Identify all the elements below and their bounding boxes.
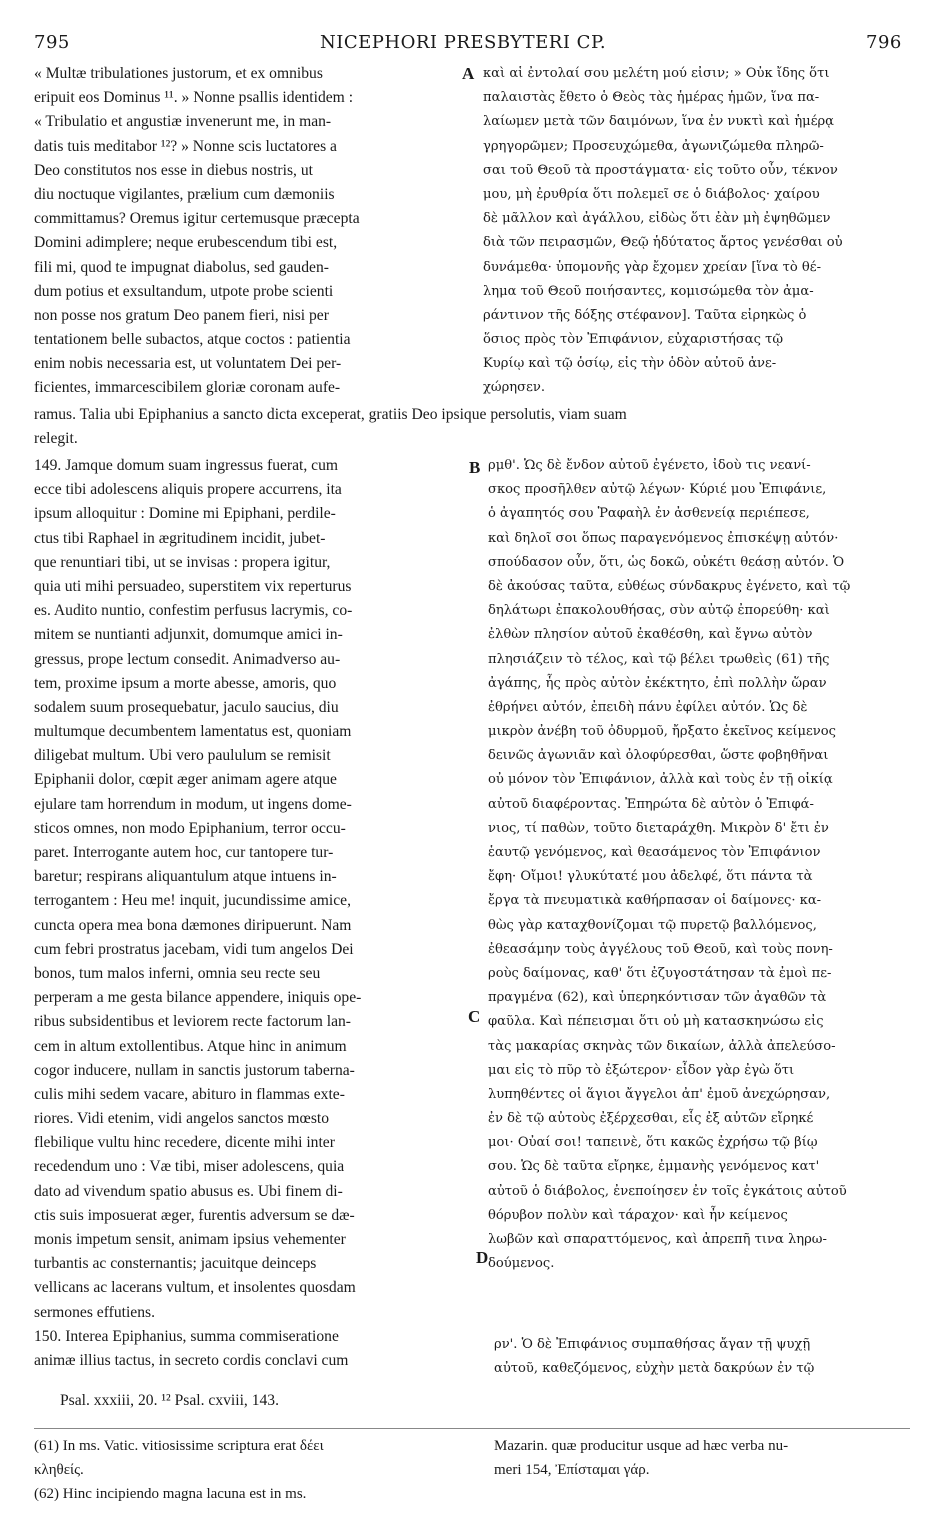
- text-line: riores. Vidi etenim, vidi angelos sanctos mœsto: [34, 1110, 330, 1128]
- text-line: ὅσιος πρὸς τὸν Ἐπιφάνιον, εὐχαριστήσας τῷ: [483, 332, 784, 348]
- text-line: multumque decumbentem lamentatus est, quoniam: [34, 723, 352, 741]
- text-line: ροὺς δαίμονας, καθ' ὅτι ἐζυγοστάτησαν τὰ ἐμοὶ πε-: [488, 965, 832, 981]
- text-line: αὐτοῦ ὁ διάβολος, ἐνεποίησεν ἐν τοῖς ἐγκάτοις αὐτοῦ: [488, 1183, 847, 1199]
- text-line: σου. Ὡς δὲ ταῦτα εἴρηκε, ἐμμανὴς γενόμενος κατ': [488, 1159, 820, 1175]
- text-line: πραγμένα (62), καὶ ὑπερηκόντισαν τῶν ἀγαθῶν τὰ: [488, 990, 827, 1006]
- text-line: νιος, τί παθὼν, τοῦτο διεταράχθη. Μικρὸν δ' ἔτι ἐν: [488, 820, 829, 836]
- text-line: Epiphanii dolor, cœpit æger animam agere atque: [34, 771, 337, 789]
- text-line: δὲ μᾶλλον καὶ ἀγάλλου, εἰδὼς ὅτι ἐὰν μὴ ἐψηθῶμεν: [483, 211, 831, 227]
- text-line: ἐθεασάμην τοὺς ἀγγέλους τοῦ Θεοῦ, καὶ τοὺς πονη-: [488, 941, 833, 957]
- text-line: ἔφη· Οἴμοι! γλυκύτατέ μου ἀδελφέ, ὅτι πάντα τὰ: [488, 869, 813, 885]
- text-line: θόρυβον πολὺν καὶ τάραχον· καὶ ἦν κείμενος: [488, 1207, 788, 1223]
- text-line: diligebat multum. Ubi vero paululum se remisit: [34, 747, 331, 765]
- footnote-line: κληθείς.: [34, 1462, 84, 1479]
- text-line: terrogantem : Heu me! inquit, jucundissime amice,: [34, 892, 351, 910]
- text-line: καὶ αἱ ἐντολαί σου μελέτη μού εἰσιν; » Οὐκ ἴδης ὅτι: [483, 66, 830, 81]
- margin-marker-a: A: [462, 64, 475, 83]
- text-line: committamus? Oremus igitur certemusque præcepta: [34, 210, 360, 228]
- latin-column-upper: [34, 62, 456, 401]
- text-line: tentationem belle subactos, atque coctos : patientia: [34, 331, 351, 349]
- footnote-line: meri 154, Ἐπίσταμαι γάρ.: [494, 1462, 650, 1479]
- text-line: ribus subsidentibus et leviorem recte factorum lan-: [34, 1013, 351, 1031]
- text-line: culis mihi sedem vacare, abituro in flammas exte-: [34, 1085, 345, 1103]
- footnote-line: (61) In ms. Vatic. vitiosissime scriptura erat δέει: [34, 1438, 324, 1454]
- text-line: σαι τοῦ Θεοῦ τὰ προστάγματα· εἰς τοῦτο οὖν, τέκνον: [483, 162, 838, 178]
- text-line: ἐθρήνει αὐτόν, ἐπειδὴ πάνυ ἐφίλει αὐτόν. Ὡς δὲ: [488, 699, 808, 715]
- text-line: μου, μὴ ἐρυθρία ὅτι πολεμεῖ σε ὁ διάβολος· χαίρου: [483, 186, 820, 202]
- text-line: οὐ μόνον τὸν Ἐπιφάνιον, ἀλλὰ καὶ τοὺς ἐν τῇ οἰκίᾳ: [488, 772, 833, 788]
- text-line: quia uti mihi persuadeo, superstitem vix reperturus: [34, 577, 352, 595]
- text-line: λημα τοῦ Θεοῦ ποιήσαντες, κομισώμεθα τὸν ἀμα-: [483, 283, 814, 299]
- text-line: ipsum alloquitur : Domine mi Epiphani, perdile-: [34, 505, 336, 523]
- margin-marker-c: C: [468, 1007, 481, 1026]
- footnotes-right: [494, 1434, 912, 1482]
- text-line: flebilique vultu hinc recedere, dicente mihi inter: [34, 1134, 335, 1152]
- text-line: dum potius et exsultandum, utpote probe scienti: [34, 282, 334, 300]
- text-line: enim nobis necessaria est, ut voluntatem Dei per-: [34, 355, 342, 373]
- text-line: sodalem suum prosequebatur, jaculo saucius, diu: [34, 698, 339, 716]
- text-line: διὰ τῶν πειρασμῶν, Θεῷ ἡδύτατος ἄρτος γενέσθαι οὐ: [483, 235, 843, 251]
- text-line: bonos, tum malos inferni, omnia seu recte seu: [34, 964, 321, 982]
- text-line: turbantis ac consternantis; jacuitque deinceps: [34, 1255, 317, 1273]
- text-line: ράντινον τῆς δόξης στέφανον]. Ταῦτα εἰρηκὼς ὁ: [483, 307, 807, 323]
- text-line: ἑαυτῷ γενόμενος, καὶ θεασάμενος τὸν Ἐπιφάνιον: [488, 845, 821, 860]
- latin-full-width: [34, 403, 914, 451]
- text-line: τὰς μακαρίας σκηνὰς τῶν δικαίων, ἀλλὰ ἀπελεύσο-: [488, 1038, 836, 1054]
- text-line: παλαιστὰς ἔθετο ὁ Θεὸς τὰς ἡμέρας ἡμῶν, ἵνα πα-: [483, 90, 820, 106]
- text-line: ctis suis imposuerat æger, furentis adversum se dæ-: [34, 1206, 355, 1224]
- greek-section-150: [494, 1333, 912, 1381]
- text-line: μοι· Οὐαί σοι! ταπεινὲ, ὅτι κακῶς ἐχρήσω τῷ βίῳ: [488, 1135, 818, 1151]
- text-line: baretur; respirans aliquantulum atque intuens in-: [34, 868, 337, 886]
- text-line: eripuit eos Dominus ¹¹. » Nonne psallis identidem :: [34, 89, 354, 107]
- text-line: mitem se nuntianti adjunxit, domumque amici in-: [34, 626, 343, 644]
- text-line: perperam a me gesta bilance appendere, iniquis ope-: [34, 989, 362, 1007]
- text-line: ἐν δὲ τῷ αὐτοὺς ἐξέρχεσθαι, εἷς ἐξ αὐτῶν εἴρηκέ: [488, 1111, 814, 1127]
- text-line: αὐτοῦ διαφέροντας. Ἐπηρώτα δὲ αὐτὸν ὁ Ἐπιφά-: [488, 796, 814, 812]
- text-line: vellicans ac lacerans vultum, et insolentes quosdam: [34, 1279, 356, 1297]
- text-line: animæ illius tactus, in secreto cordis conclavi cum: [34, 1351, 349, 1369]
- text-line: λυπηθέντες οἱ ἅγιοι ἄγγελοι ἀπ' ἐμοῦ ἀνεχώρησαν,: [488, 1086, 831, 1102]
- text-line: monis impetum sensit, animam ipsius vehementer: [34, 1231, 346, 1248]
- footnotes-left: [34, 1434, 474, 1507]
- text-line: sticos omnes, non modo Epiphanium, terror occu-: [34, 819, 346, 837]
- text-line: ρν'. Ὁ δὲ Ἐπιφάνιος συμπαθήσας ἄγαν τῇ ψυχῇ: [494, 1337, 811, 1352]
- text-line: αὐτοῦ, καθεζόμενος, εὐχὴν μετὰ δακρύων ἐν τῷ: [494, 1361, 815, 1377]
- text-line: cem in altum extollentibus. Atque hinc in animum: [34, 1037, 347, 1055]
- text-line: ecce tibi adolescens aliquis propere accurrens, ita: [34, 481, 342, 499]
- text-line: cuncta opera mea bona dæmones diripuerunt. Nam: [34, 916, 352, 934]
- text-line: cum febri prostratus jacebam, vidi tum angelos Dei: [34, 940, 354, 958]
- text-line: sermones effutiens.: [34, 1303, 155, 1321]
- text-line: φαῦλα. Καὶ πέπεισμαι ὅτι οὐ μὴ κατασκηνώσω εἰς: [488, 1014, 824, 1030]
- text-line: ἔργα τὰ πνευματικὰ καθήρπασαν οἱ δαίμονες· κα-: [488, 893, 822, 909]
- text-line: gressus, prope lectum consedit. Animadverso au-: [34, 650, 341, 668]
- text-line: diu noctuque vigilantes, prælium cum dæmoniis: [34, 185, 335, 203]
- text-line: λωβῶν καὶ σπαραττόμενος, καὶ ἀπρεπῆ τινα ληρω-: [488, 1232, 827, 1247]
- text-line: datis tuis meditabor ¹²? » Nonne scis luctatores a: [34, 137, 337, 155]
- text-line: σκος προσῆλθεν αὐτῷ λέγων· Κύριέ μου Ἐπιφάνιε,: [488, 482, 827, 498]
- text-line: καὶ δηλοῖ σοι ὅπως παραγενόμενος ἐπισκέψῃ αὐτόν·: [488, 530, 839, 546]
- footnote-line: (62) Hinc incipiendo magna lacuna est in ms.: [34, 1486, 307, 1503]
- text-line: dato ad vivendum spatio abusus es. Ubi finem di-: [34, 1182, 343, 1200]
- text-line: paret. Interrogante autem hoc, cur tantopere tur-: [34, 844, 334, 861]
- text-line: cogor inducere, nullam in sanctis justorum taberna-: [34, 1061, 355, 1079]
- text-line: δυνάμεθα· ὑπομονῆς γὰρ ἔχομεν χρείαν [ἵνα τὸ θέ-: [483, 259, 822, 275]
- text-line: χώρησεν.: [483, 380, 545, 396]
- greek-column-lower: [488, 454, 912, 1276]
- text-line: δούμενος.: [488, 1256, 555, 1272]
- right-page-number: 796: [866, 32, 902, 53]
- text-line: ejulare tam horrendum in modum, ut ingens dome-: [34, 795, 352, 813]
- text-line: ρμθ'. Ὡς δὲ ἔνδον αὐτοῦ ἐγένετο, ἰδοὺ τις νεανί-: [488, 458, 811, 473]
- text-line: « Tribulatio et angustiæ invenerunt me, in man-: [34, 113, 332, 131]
- text-line: μικρὸν ἀνέβη τοῦ ὀδυρμοῦ, ἤρξατο ἐκεῖνος κείμενος: [488, 724, 836, 740]
- text-line: ἀγάπης, ἧς πρὸς αὐτὸν ἐκέκτητο, ἐπὶ πολλὴν ὥραν: [488, 675, 827, 691]
- text-line: Κυρίῳ καὶ τῷ ὁσίῳ, εἰς τὴν ὁδὸν αὐτοῦ ἀνε-: [483, 356, 777, 372]
- text-line: 149. Jamque domum suam ingressus fuerat, cum: [34, 457, 339, 474]
- margin-marker-d: D: [476, 1248, 489, 1267]
- running-title: NICEPHORI PRESBYTERI CP.: [320, 32, 607, 53]
- text-line: θὼς γὰρ καταχθονίζομαι τῷ πυρετῷ βαλλόμενος,: [488, 917, 817, 933]
- text-line: πλησιάζειν τὸ τέλος, καὶ τῷ βέλει τρωθεὶς (61) τῆς: [488, 651, 830, 667]
- text-line: γρηγορῶμεν; Προσευχώμεθα, ἀγωνιζώμεθα πληρῶ-: [483, 138, 824, 154]
- text-line: Deo constitutos nos esse in diebus nostris, ut: [34, 161, 313, 179]
- footnote-line: Mazarin. quæ producitur usque ad hæc verba nu-: [494, 1438, 789, 1454]
- text-line: ctus tibi Raphael in ægritudinem incidit, jubet-: [34, 529, 326, 547]
- text-line: tem, proxime ipsum a morte abesse, amoris, quo: [34, 674, 337, 692]
- text-line: λαίωμεν μετὰ τῶν δαιμόνων, ἵνα ἐν νυκτὶ καὶ ἡμέρᾳ: [483, 114, 835, 130]
- margin-marker-b: B: [469, 458, 481, 477]
- greek-column-upper: [483, 62, 911, 401]
- text-line: δεινῶς ἀγωνιᾶν καὶ ὀλοφύρεσθαι, ὥστε φοβηθῆναι: [488, 748, 829, 764]
- latin-column-lower: [34, 454, 460, 1373]
- footnote-rule: [34, 1428, 910, 1429]
- text-line: es. Audito nuntio, confestim perfusus lacrymis, co-: [34, 602, 353, 620]
- text-line: σπούδασον οὖν, ὅτι, ὡς δοκῶ, οὐκέτι θεάσῃ αὐτόν. Ὁ: [488, 554, 845, 570]
- text-line: ramus. Talia ubi Epiphanius a sancto dicta exceperat, gratiis Deo ipsique persolutis, viam suam: [34, 406, 627, 423]
- text-line: δηλάτωρι ἐπακολουθήσας, σὺν αὐτῷ ἐπορεύθη· καὶ: [488, 603, 830, 619]
- left-page-number: 795: [34, 32, 70, 53]
- text-line: fili mi, quod te impugnat diabolus, sed gauden-: [34, 258, 329, 276]
- psalm-references: Psal. xxxiii, 20. ¹² Psal. cxviii, 143.: [60, 1392, 280, 1409]
- text-line: ficientes, immarcescibilem gloriæ coronam aufe-: [34, 379, 341, 397]
- text-line: 150. Interea Epiphanius, summa commiseratione: [34, 1327, 339, 1345]
- text-line: non posse nos gratum Deo panem fieri, nisi per: [34, 306, 329, 324]
- text-line: relegit.: [34, 430, 78, 448]
- text-line: que renuntiari tibi, ut se invisas : propera igitur,: [34, 553, 331, 571]
- text-line: « Multæ tribulationes justorum, et ex omnibus: [34, 65, 323, 82]
- text-line: Domini adimplere; neque erubescendum tibi est,: [34, 234, 338, 252]
- text-line: ἐλθὼν πλησίον αὐτοῦ ἐκαθέσθη, καὶ ἔγνω αὐτὸν: [488, 627, 813, 643]
- text-line: recedendum uno : Væ tibi, miser adolescens, quia: [34, 1158, 345, 1176]
- text-line: ὁ ἀγαπητός σου Ῥαφαὴλ ἐν ἀσθενείᾳ περιέπεσε,: [488, 506, 810, 522]
- text-line: μαι εἰς τὸ πῦρ τὸ ἐξώτερον· εἶδον γὰρ ἐγὼ ὅτι: [488, 1062, 795, 1078]
- text-line: δὲ ἀκούσας ταῦτα, εὐθέως σύνδακρυς ἐγένετο, καὶ τῷ: [488, 578, 851, 594]
